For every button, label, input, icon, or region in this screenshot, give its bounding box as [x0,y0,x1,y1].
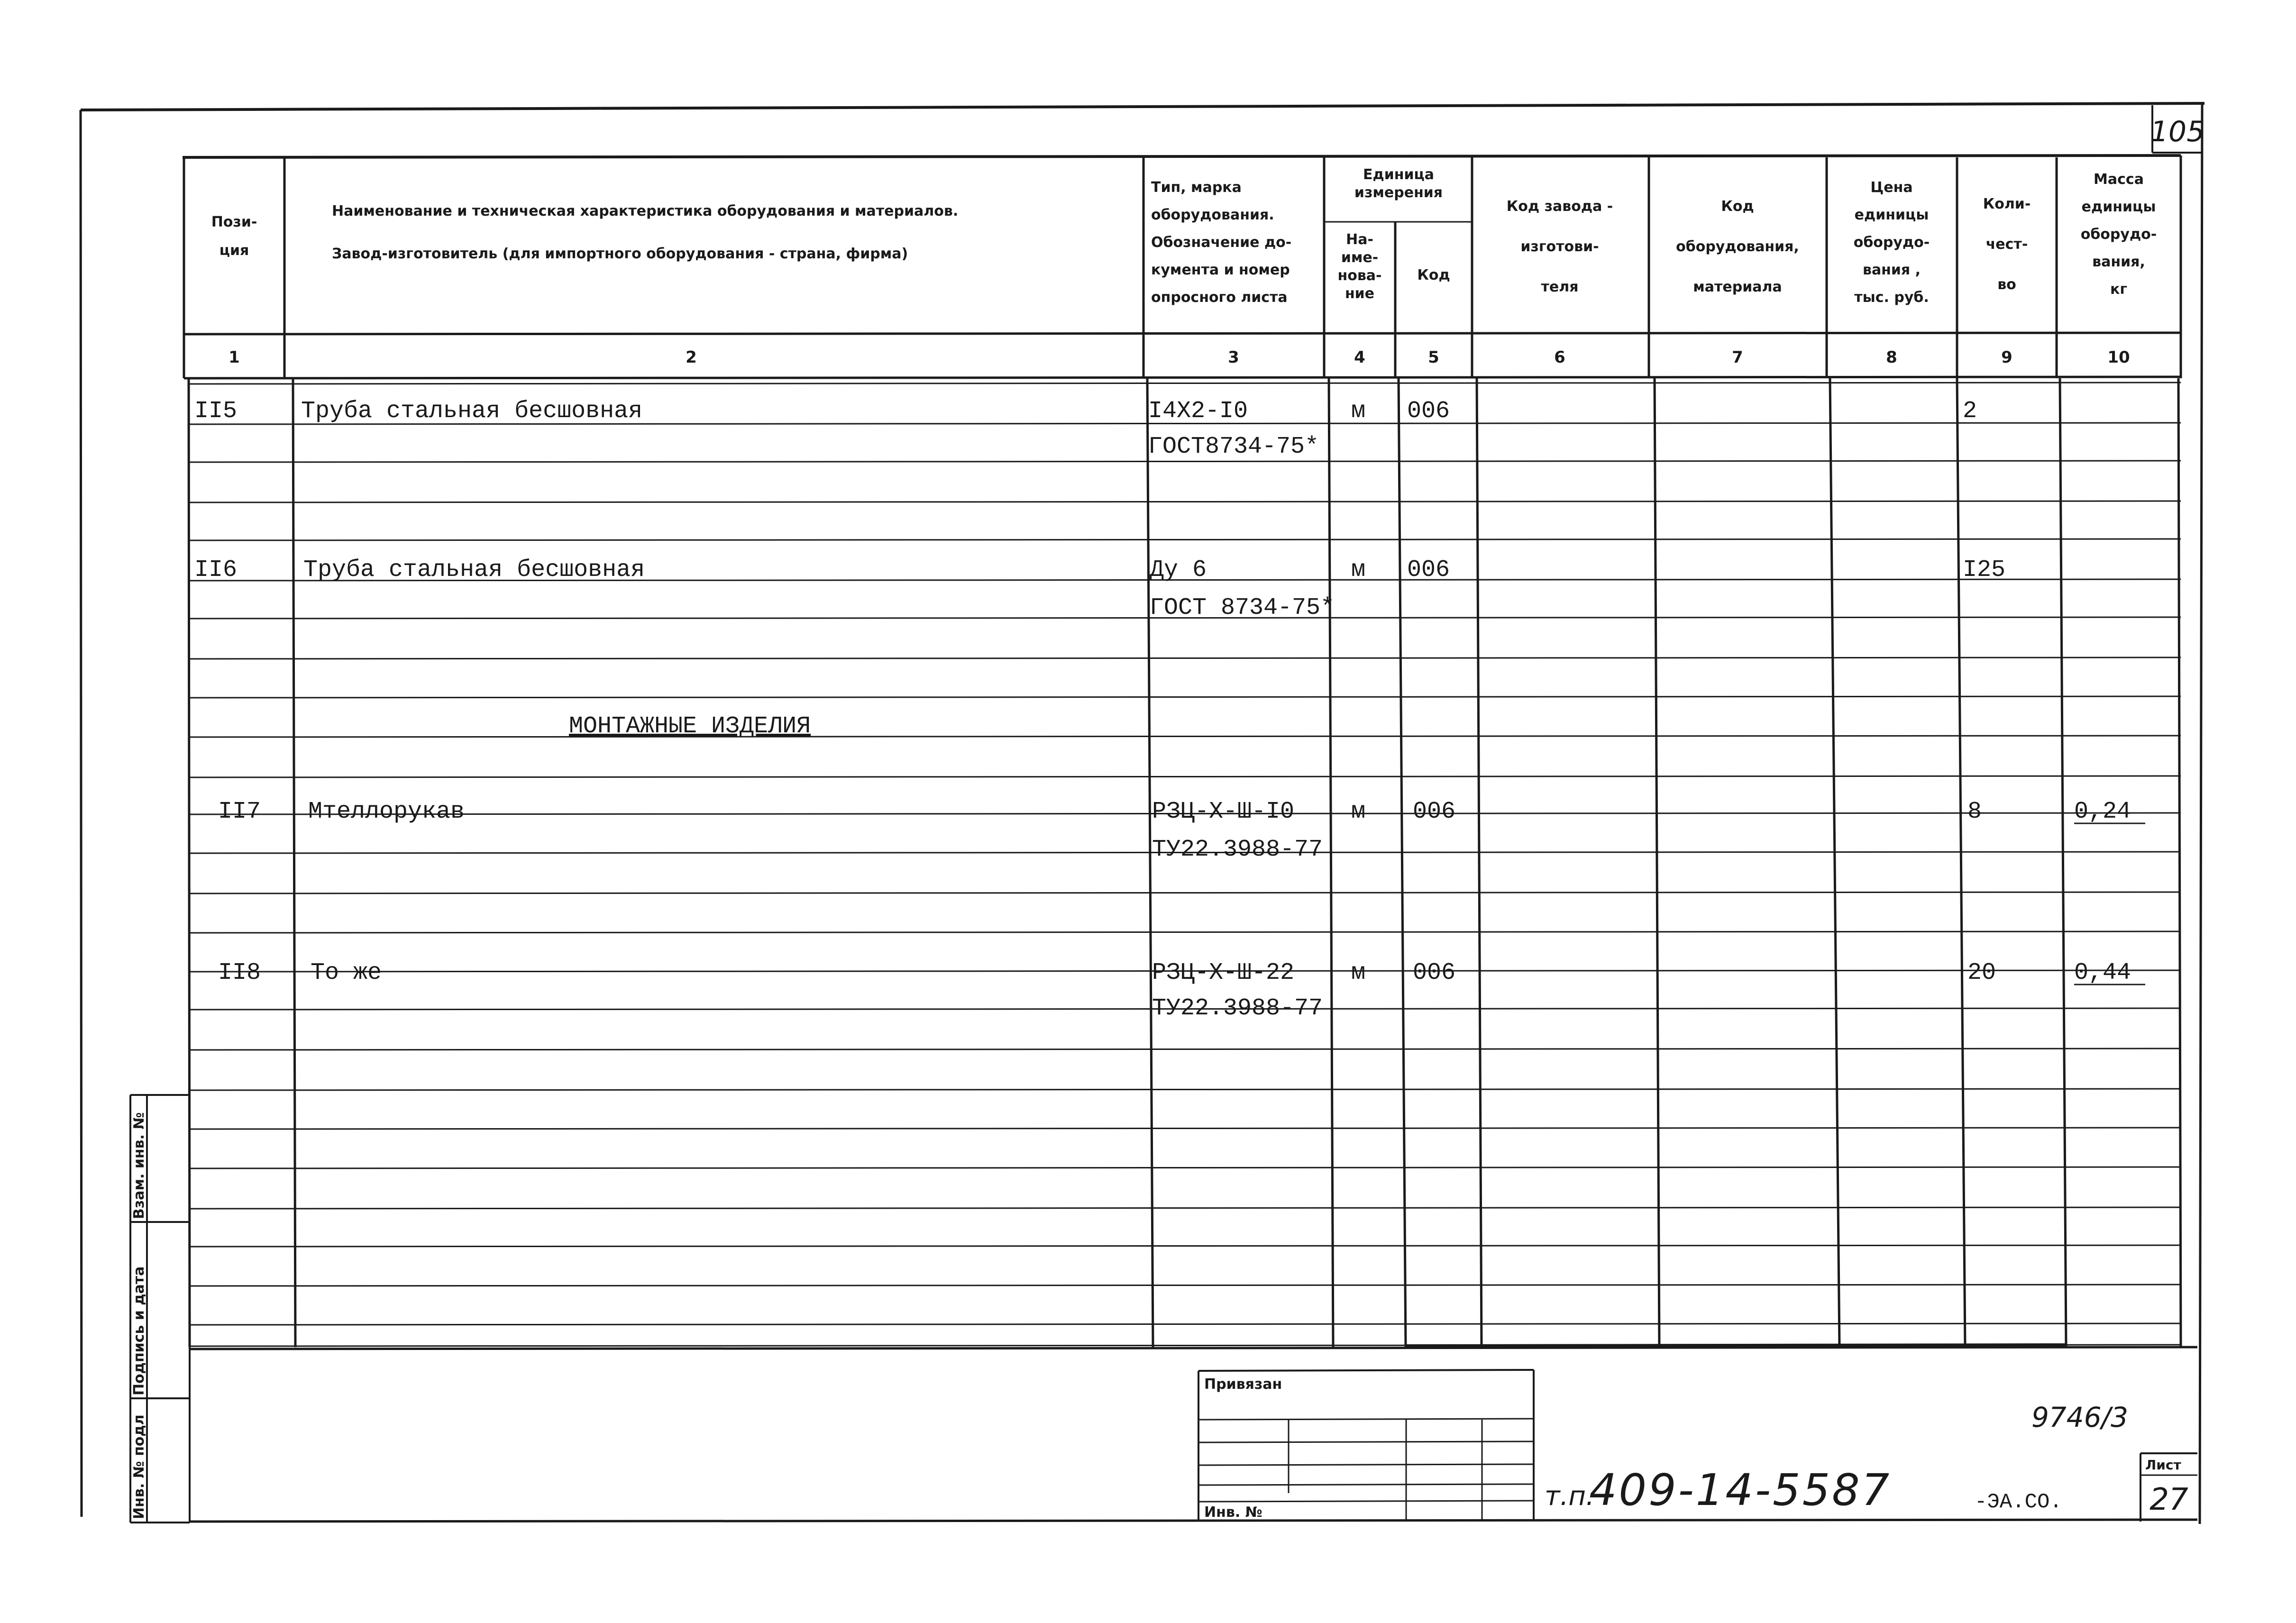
header-unit-group-1: измерения [1354,184,1443,201]
row-name: МОНТАЖНЫЕ ИЗДЕЛИЯ [569,713,811,740]
header-price-0: Цена [1870,179,1913,196]
column-number-3: 3 [1228,348,1239,367]
row-quantity: 20 [1967,959,1996,986]
header-name-0: Наименование и техническая характеристика оборудования и материалов. [332,203,959,219]
row-type: ГОСТ 8734-75* [1150,594,1335,621]
title-block [190,1347,2197,1522]
doc-code: -ЭА.СО. [1975,1490,2062,1514]
header-quantity-1: чест- [1985,236,2028,253]
designation: 409-14-5587 [1589,1465,1892,1515]
row-code: 006 [1413,959,1456,986]
header-quantity-2: во [1997,276,2016,293]
header-price-4: тыс. руб. [1854,289,1929,306]
row-quantity: 8 [1967,798,1982,825]
row-position: II5 [194,398,238,425]
row-quantity: I25 [1963,556,2006,584]
header-price-3: вания , [1862,262,1921,278]
header-unit-name-1: име- [1341,249,1379,266]
column-numbers [229,348,2130,367]
header-unit-code: Код [1417,267,1450,283]
header-factory-code-2: теля [1541,279,1579,295]
header-quantity-0: Коли- [1983,196,2031,212]
bound-label: Привязан [1204,1376,1282,1393]
row-type: Ду 6 [1150,556,1207,584]
column-number-1: 1 [229,348,240,367]
header-factory-code-0: Код завода - [1506,198,1613,215]
table-rows [194,398,2145,1022]
header-equipment-code-0: Код [1721,198,1754,215]
header-type-3: кумента и номер [1151,262,1290,278]
archive-number: 9746/3 [2031,1401,2129,1433]
row-type: ГОСТ8734-75* [1148,433,1319,460]
row-mass: 0,24 [2074,798,2131,825]
column-number-8: 8 [1886,348,1897,367]
row-code: 006 [1413,798,1456,825]
row-quantity: 2 [1963,398,1977,425]
row-type: ТУ22.3988-77 [1152,995,1323,1022]
header-name-1: Завод-изготовитель (для импортного оборудования - страна, фирма) [332,246,908,262]
row-name: Труба стальная бесшовная [301,398,643,425]
row-position: II8 [218,959,261,986]
header-position-0: Пози- [211,214,257,230]
row-type: РЗЦ-Х-Ш-22 [1152,959,1295,986]
sheet-number: 27 [2150,1482,2188,1517]
header-equipment-code-2: материала [1693,279,1782,295]
header-unit-name-3: ние [1345,285,1375,302]
side-stamp-vzam: Взам. инв. № [131,1112,147,1219]
inv-label: Инв. № [1204,1504,1262,1521]
header-price-1: единицы [1854,207,1929,223]
row-unit: м [1351,959,1366,986]
row-position: II7 [218,798,261,825]
row-type: I4X2-I0 [1148,398,1248,425]
header-labels [211,166,2157,306]
row-unit: м [1351,798,1366,825]
row-code: 006 [1407,398,1450,425]
column-number-6: 6 [1554,348,1565,367]
header-type-0: Тип, марка [1151,179,1242,196]
column-number-5: 5 [1428,348,1439,367]
header-factory-code-1: изготови- [1520,238,1599,255]
header-type-4: опросного листа [1151,289,1288,306]
row-position: II6 [194,556,238,584]
column-number-10: 10 [2107,348,2130,367]
side-stamp-inv-podl: Инв. № подл [131,1414,147,1519]
header-type-2: Обозначение до- [1151,234,1292,251]
header-type-1: оборудования. [1151,207,1274,223]
header-price-2: оборудо- [1853,234,1930,251]
header-unit-name-0: На- [1346,231,1373,248]
row-name: То же [311,959,382,986]
header-mass-4: кг [2110,281,2128,298]
row-unit: м [1351,556,1366,584]
header-equipment-code-1: оборудования, [1676,238,1799,255]
header-mass-2: оборудо- [2080,226,2157,243]
row-name: Труба стальная бесшовная [303,556,645,584]
header-position-1: ция [219,242,249,259]
header-mass-3: вания, [2092,254,2145,270]
row-type: РЗЦ-Х-Ш-I0 [1152,798,1295,825]
column-number-7: 7 [1732,348,1743,367]
column-number-9: 9 [2001,348,2012,367]
sheet-label: Лист [2145,1457,2181,1473]
column-number-2: 2 [686,348,697,367]
side-stamp-podpis: Подпись и дата [131,1266,147,1395]
row-unit: м [1351,398,1366,425]
row-type: ТУ22.3988-77 [1152,836,1323,863]
designation-prefix: т.п. [1545,1481,1594,1512]
header-unit-group-0: Единица [1363,166,1434,183]
row-code: 006 [1407,556,1450,584]
header-unit-name-2: нова- [1337,267,1382,284]
header-mass-0: Масса [2094,171,2144,188]
column-number-4: 4 [1354,348,1365,367]
header-mass-1: единицы [2081,199,2156,215]
row-mass: 0,44 [2074,959,2131,986]
row-name: Мтеллорукав [308,798,465,825]
corner-page-number: 105 [2150,115,2205,148]
